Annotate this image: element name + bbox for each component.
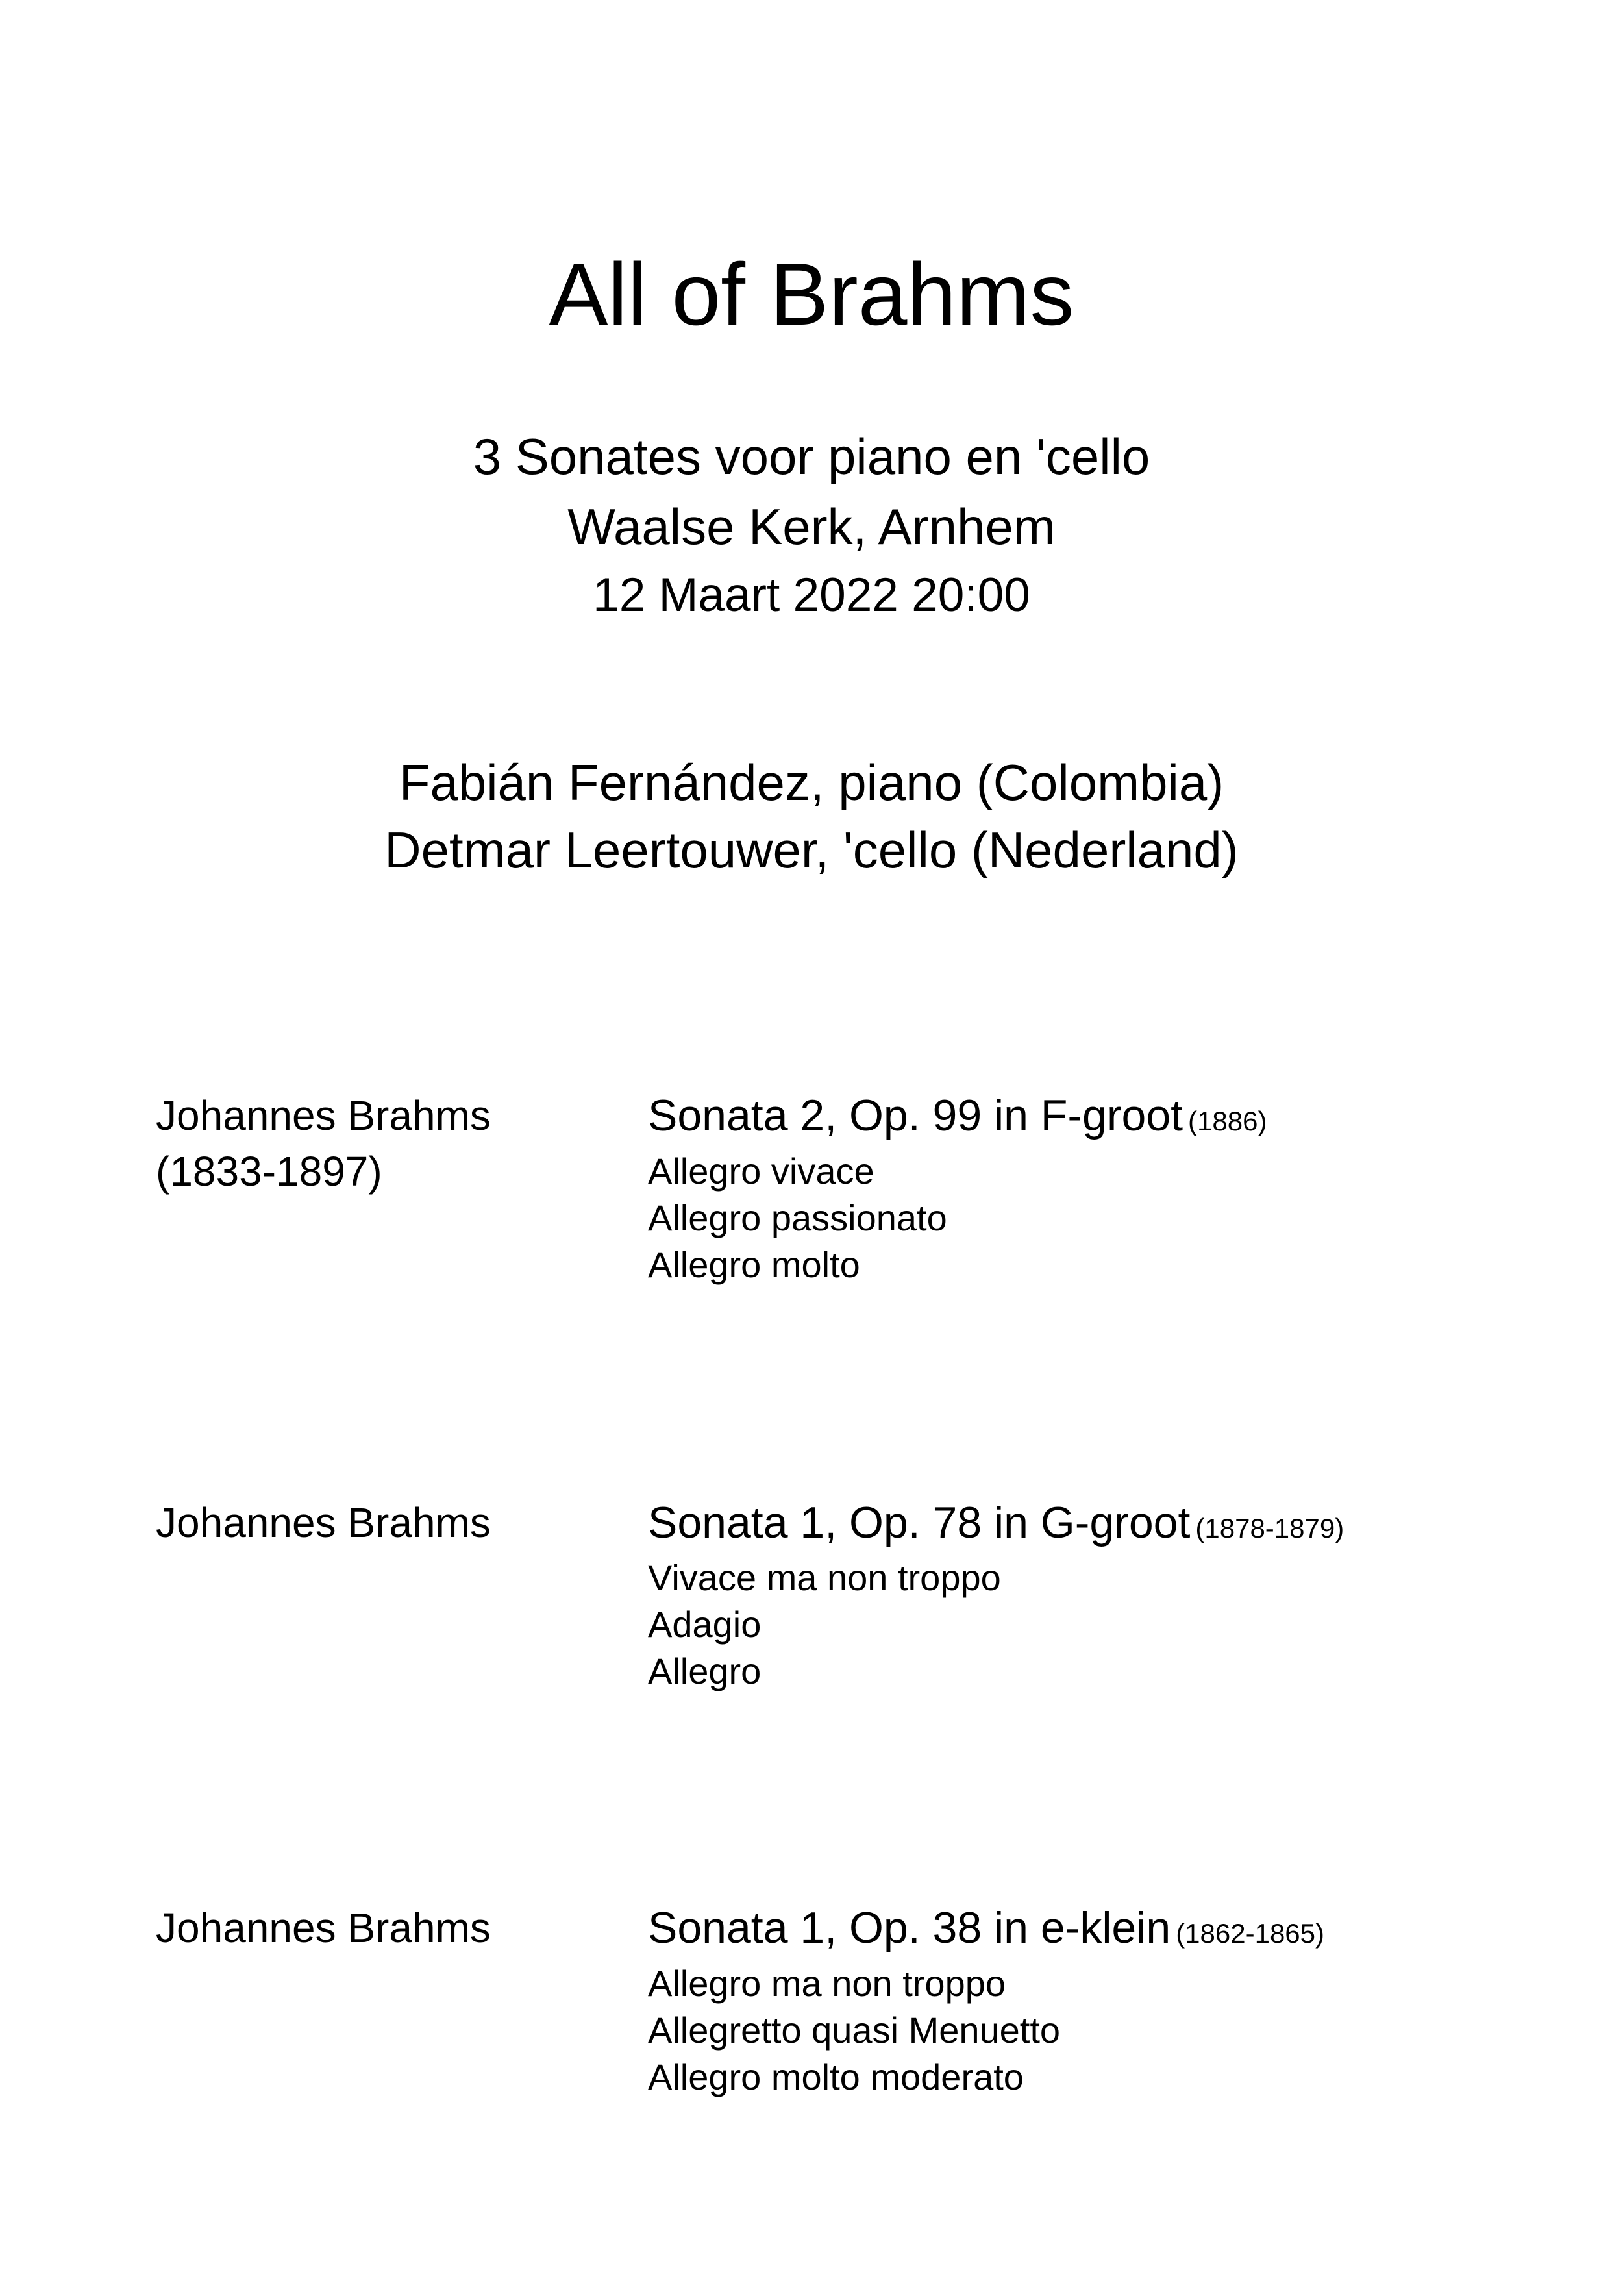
performer-piano: Fabián Fernández, piano (Colombia) <box>399 754 1224 811</box>
program-2-work-year: (1878-1879) <box>1195 1513 1344 1543</box>
program-1-composer-dates: (1833-1897) <box>156 1148 382 1195</box>
program-1-work-title: Sonata 2, Op. 99 in F-groot <box>648 1091 1183 1140</box>
program-1-movement-1: Allegro vivace <box>648 1151 874 1192</box>
program-3-movement-1: Allegro ma non troppo <box>648 1963 1006 2004</box>
program-3-composer: Johannes Brahms <box>156 1904 491 1951</box>
program-2-work-title: Sonata 1, Op. 78 in G-groot <box>648 1498 1191 1547</box>
program-1-movement-3: Allegro molto <box>648 1244 860 1285</box>
program-1-work-year: (1886) <box>1188 1106 1267 1136</box>
concert-subtitle: 3 Sonates voor piano en 'cello <box>473 428 1150 485</box>
concert-datetime: 12 Maart 2022 20:00 <box>593 569 1030 621</box>
performer-cello: Detmar Leertouwer, 'cello (Nederland) <box>384 821 1239 879</box>
concert-title: All of Brahms <box>549 245 1074 343</box>
program-1-composer: Johannes Brahms <box>156 1092 491 1139</box>
program-2-composer: Johannes Brahms <box>156 1499 491 1546</box>
program-2-movement-1: Vivace ma non troppo <box>648 1557 1001 1598</box>
program-3-work-year: (1862-1865) <box>1176 1918 1325 1949</box>
program-2-movement-2: Adagio <box>648 1604 762 1645</box>
program-3-movement-2: Allegretto quasi Menuetto <box>648 2010 1061 2051</box>
program-2-movement-3: Allegro <box>648 1651 762 1691</box>
program-1-work <box>648 1093 1267 1138</box>
program-3-work-title: Sonata 1, Op. 38 in e-klein <box>648 1903 1171 1953</box>
program-2-work <box>648 1498 1344 1547</box>
program-3-movement-3: Allegro molto moderato <box>648 2056 1024 2097</box>
program-1-movement-2: Allegro passionato <box>648 1197 947 1238</box>
program-3-work <box>648 1903 1325 1953</box>
concert-venue: Waalse Kerk, Arnhem <box>567 498 1056 555</box>
